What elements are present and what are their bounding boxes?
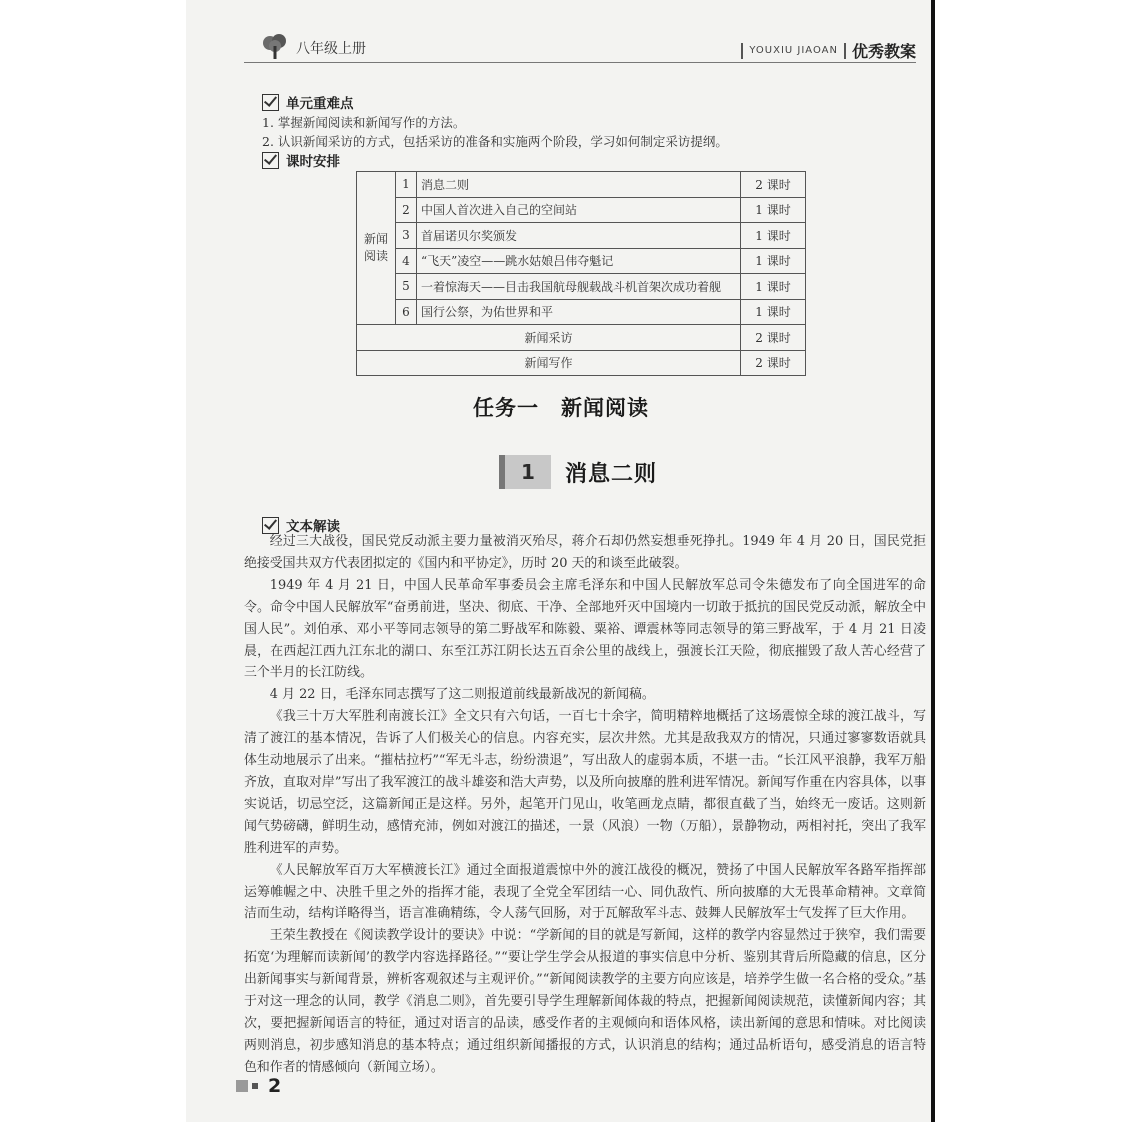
body-paragraph: 1949 年 4 月 21 日，中国人民革命军事委员会主席毛泽东和中国人民解放军总司令朱德发布了向全国进军的命令。命令中国人民解放军“奋勇前进，坚决、彻底、干净、全部地歼灭中国境内一切敢于抵抗的国民党反动派，解放全中国人民”。刘伯承、邓小平等同志领导的第二野战军和陈毅、粟裕、谭震林等同志领导的第三野战军，于 4 月 21 日凌晨，在西起江西九江东北的湖口、东至江苏江阴长达五百余公里的战线上，强渡长江天险，彻底摧毁了敌人苦心经营了三个半月的长江防线。 bbox=[244, 577, 926, 681]
table-row bbox=[357, 299, 806, 325]
unit-point-1: 1. 掌握新闻阅读和新闻写作的方法。 bbox=[262, 115, 466, 130]
table-row bbox=[357, 248, 806, 274]
lesson-title-cell: 一着惊海天——目击我国航母舰载战斗机首架次成功着舰 bbox=[417, 274, 741, 300]
lesson-heading bbox=[499, 455, 657, 489]
lesson-number-badge: 1 bbox=[499, 455, 551, 489]
row-number: 3 bbox=[396, 223, 417, 249]
category-line-2: 阅读 bbox=[363, 249, 388, 263]
interpretation-title: 文本解读 bbox=[286, 519, 340, 535]
unit-point-2: 2. 认识新闻采访的方式，包括采访的准备和实施两个阶段，学习如何制定采访提纲。 bbox=[262, 134, 728, 149]
lesson-title-cell: 新闻写作 bbox=[357, 350, 741, 376]
row-number: 5 bbox=[396, 274, 417, 300]
header-pinyin: YOUXIU JIAOAN bbox=[749, 45, 838, 56]
table-row bbox=[357, 274, 806, 300]
row-number: 1 bbox=[396, 172, 417, 198]
table-row bbox=[357, 223, 806, 249]
footer-square-icon bbox=[236, 1080, 248, 1092]
unit-points-title: 单元重难点 bbox=[286, 96, 354, 112]
header-brand bbox=[741, 39, 916, 62]
table-row bbox=[357, 325, 806, 351]
lesson-title-cell: 首届诺贝尔奖颁发 bbox=[417, 223, 741, 249]
schedule-title: 课时安排 bbox=[286, 154, 340, 170]
category-line-1: 新闻 bbox=[363, 232, 388, 246]
body-paragraph: 王荣生教授在《阅读教学设计的要诀》中说：“学新闻的目的就是写新闻，这样的教学内容显然过于狭窄，我们需要拓宽‘为理解而读新闻’的教学内容选择路径。”“要让学生学会从报道的事实信息中分析、鉴别其背后所隐藏的信息，区分出新闻事实与新闻背景，辨析客观叙述与主观评价。”“新闻阅读教学的主要方向应该是，培养学生做一名合格的受众。”基于对这一理念的认同，教学《消息二则》，首先要引导学生理解新闻体裁的特点，把握新闻阅读规范，读懂新闻内容；其次，要把握新闻语言的特征，通过对语言的品读，感受作者的主观倾向和语体风格，读出新闻的意思和情味。对比阅读两则消息，初步感知消息的基本特点；通过组织新闻播报的方式，认识消息的结构；通过品析语句，感受消息的语言特色和作者的情感倾向（新闻立场）。 bbox=[244, 928, 926, 1075]
header-divider bbox=[741, 43, 743, 59]
hours-cell: 2 课时 bbox=[741, 172, 806, 198]
hours-cell: 2 课时 bbox=[741, 350, 806, 376]
body-paragraph: 《我三十万大军胜利南渡长江》全文只有六句话，一百七十余字，简明精粹地概括了这场震惊全球的渡江战斗，写清了渡江的基本情况，告诉了人们极关心的信息。内容充实，层次井然。尤其是敌我双方的情况，只通过寥寥数语就具体生动地展示了出来。“摧枯拉朽”“军无斗志，纷纷溃退”，写出敌人的虚弱本质，不堪一击。“长江风平浪静，我军万船齐放，直取对岸”写出了我军渡江的战斗雄姿和浩大声势，以及所向披靡的胜利进军情况。新闻写作重在内容具体，以事实说话，切忌空泛，这篇新闻正是这样。另外，起笔开门见山，收笔画龙点睛，都很直截了当，始终无一废话。这则新闻气势磅礴，鲜明生动，感情充沛，例如对渡江的描述，一景（风浪）一物（万船），景静物动，两相衬托，突出了我军胜利进军的声势。 bbox=[244, 709, 926, 856]
tree-icon bbox=[260, 34, 290, 60]
lesson-title: 消息二则 bbox=[565, 461, 658, 487]
interpretation-body bbox=[244, 531, 926, 1079]
running-header bbox=[244, 32, 916, 63]
row-number: 2 bbox=[396, 197, 417, 223]
row-number: 4 bbox=[396, 248, 417, 274]
checkbox-icon bbox=[262, 152, 279, 169]
table-row bbox=[357, 350, 806, 376]
hours-cell: 1 课时 bbox=[741, 197, 806, 223]
grade-label: 八年级上册 bbox=[296, 41, 366, 57]
lesson-title-cell: 消息二则 bbox=[417, 172, 741, 198]
footer-dot-icon bbox=[252, 1083, 258, 1089]
lesson-title-cell: 中国人首次进入自己的空间站 bbox=[417, 197, 741, 223]
header-divider bbox=[844, 43, 846, 59]
lesson-title-cell: 国行公祭，为佑世界和平 bbox=[417, 299, 741, 325]
body-paragraph: 《人民解放军百万大军横渡长江》通过全面报道震惊中外的渡江战役的概况，赞扬了中国人民解放军各路军指挥部运筹帷幄之中、决胜千里之外的指挥才能，表现了全党全军团结一心、同仇敌忾、所向披靡的大无畏革命精神。文章简洁而生动，结构详略得当，语言准确精练，令人荡气回肠，对于瓦解敌军斗志、鼓舞人民解放军士气发挥了巨大作用。 bbox=[244, 862, 926, 922]
unit-points-heading bbox=[262, 92, 354, 112]
category-cell bbox=[357, 172, 396, 325]
lesson-title-cell: “飞天”凌空——跳水姑娘吕伟夺魁记 bbox=[417, 248, 741, 274]
table-row bbox=[357, 172, 806, 198]
lesson-title-cell: 新闻采访 bbox=[357, 325, 741, 351]
header-title: 优秀教案 bbox=[851, 42, 916, 61]
table-row bbox=[357, 197, 806, 223]
page-footer bbox=[236, 1075, 281, 1097]
hours-cell: 1 课时 bbox=[741, 299, 806, 325]
body-paragraph: 4 月 22 日，毛泽东同志撰写了这二则报道前线最新战况的新闻稿。 bbox=[269, 687, 655, 703]
task-title: 任务一 新闻阅读 bbox=[473, 396, 649, 420]
page-edge bbox=[931, 0, 935, 1122]
hours-cell: 1 课时 bbox=[741, 274, 806, 300]
body-paragraph: 经过三大战役，国民党反动派主要力量被消灭殆尽，蒋介石却仍然妄想垂死挣扎。1949 年 4 月 20 日，国民党拒绝接受国共双方代表团拟定的《国内和平协定》，历时 20 天的和谈至此破裂。 bbox=[244, 534, 926, 571]
schedule-heading bbox=[262, 150, 340, 170]
checkbox-icon bbox=[262, 94, 279, 111]
hours-cell: 1 课时 bbox=[741, 248, 806, 274]
schedule-table bbox=[356, 171, 806, 376]
row-number: 6 bbox=[396, 299, 417, 325]
hours-cell: 1 课时 bbox=[741, 223, 806, 249]
hours-cell: 2 课时 bbox=[741, 325, 806, 351]
page-number: 2 bbox=[268, 1075, 282, 1097]
